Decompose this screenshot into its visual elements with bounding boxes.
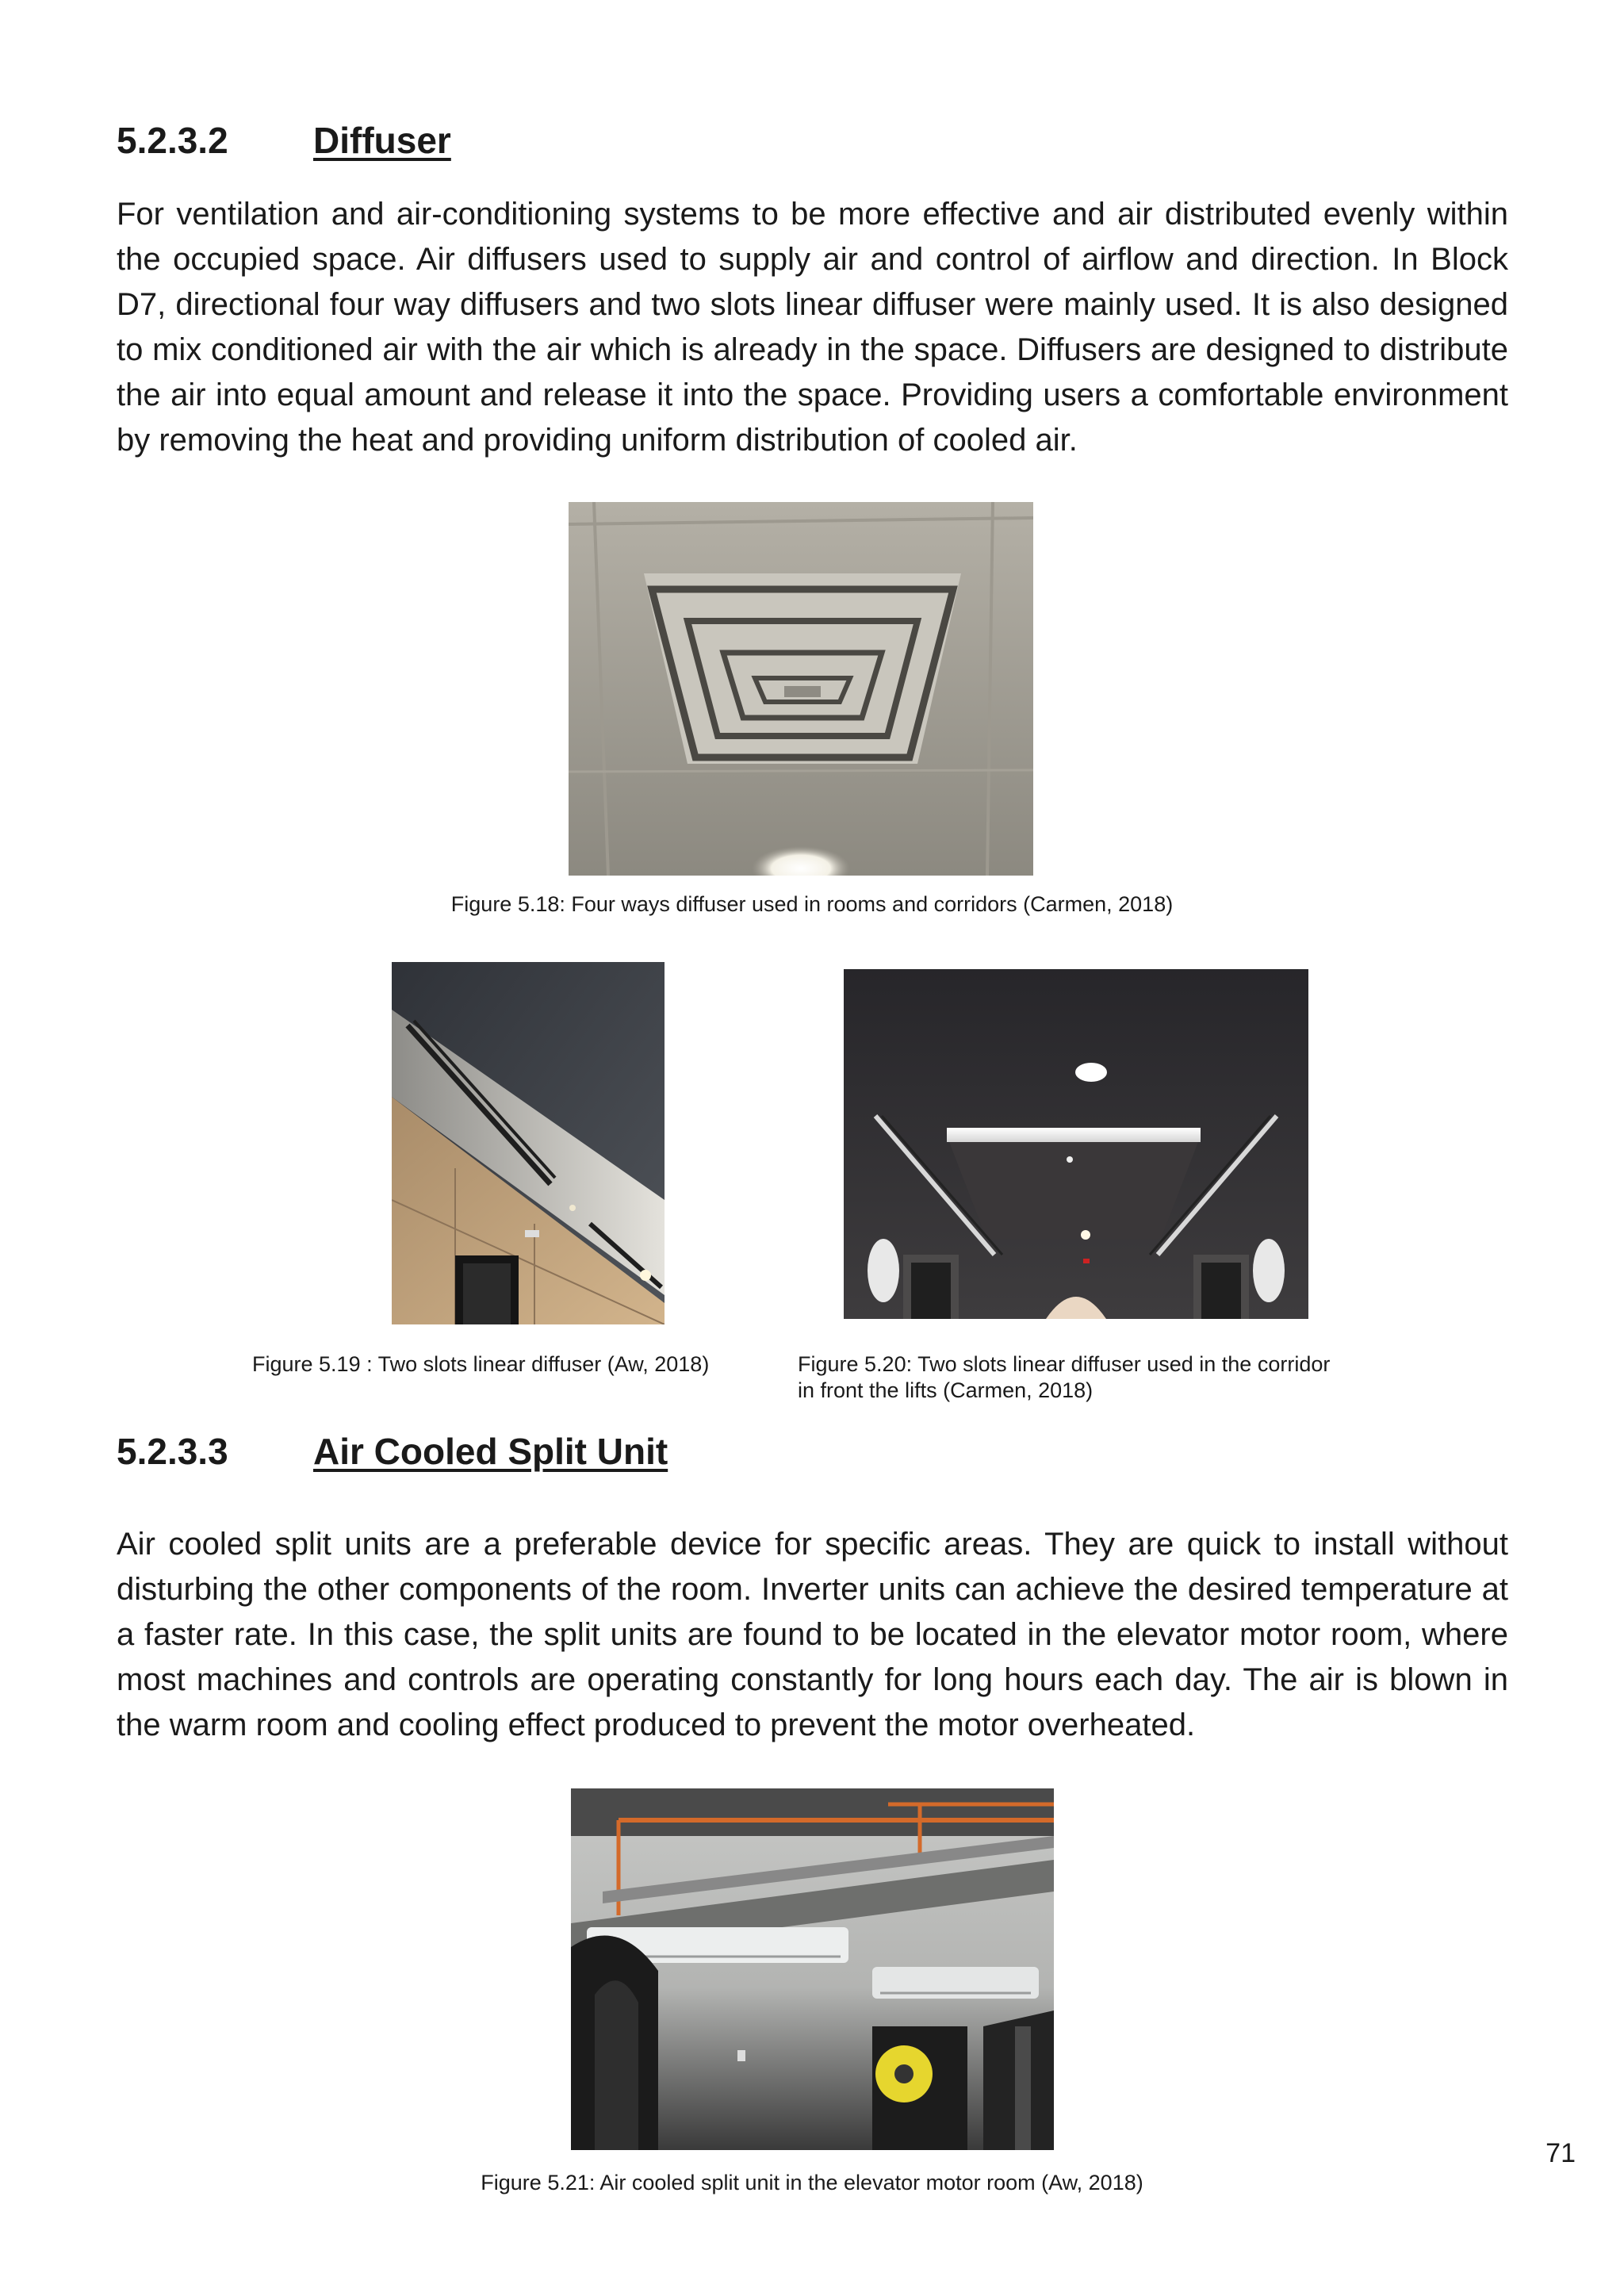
figure-caption: Figure 5.18: Four ways diffuser used in rooms and corridors (Carmen, 2018)	[450, 892, 1174, 916]
figure-caption	[798, 1351, 1330, 1404]
figure-caption: Figure 5.19 : Two slots linear diffuser (Aw, 2018)	[252, 1352, 710, 1376]
section-title: Diffuser	[313, 120, 451, 161]
section-heading-diffuser	[117, 122, 451, 159]
caption-line: in front the lifts (Carmen, 2018)	[798, 1378, 1094, 1402]
caption-line: Figure 5.20: Two slots linear diffuser used in the corridor	[798, 1352, 1331, 1376]
section-number: 5.2.3.3	[117, 1431, 228, 1472]
page-number: 71	[1545, 2138, 1576, 2168]
figure-caption: Figure 5.21: Air cooled split unit in the elevator motor room (Aw, 2018)	[481, 2171, 1143, 2194]
split-unit-paragraph: Air cooled split units are a preferable device for specific areas. They are quick to install without disturbing the other components of the room. Inverter units can achieve the desired temperature at a faster rate. In this case, the split units are found to be located in the elevator motor room, where most machines and controls are operating constantly for long hours each day. The air is blown in the warm room and cooling effect produced to prevent the motor overheated.	[117, 1527, 1508, 1742]
section-number: 5.2.3.2	[117, 120, 228, 161]
split-unit-photo	[571, 1788, 1054, 2150]
linear-diffuser-photo	[392, 962, 665, 1324]
section-title: Air Cooled Split Unit	[313, 1431, 668, 1472]
corridor-diffuser-photo	[844, 969, 1308, 1319]
diffuser-paragraph: For ventilation and air-conditioning systems to be more effective and air distributed evenly within the occupied space. Air diffusers used to supply air and control of airflow and direction. In Block D7, directional four way diffusers and two slots linear diffuser were mainly used. It is also designed to mix conditioned air with the air which is already in the space. Diffusers are designed to distribute the air into equal amount and release it into the space. Providing users a comfortable environment by removing the heat and providing uniform distribution of cooled air.	[117, 197, 1508, 458]
section-heading-split-unit	[117, 1433, 668, 1470]
four-way-diffuser-photo	[569, 502, 1033, 876]
